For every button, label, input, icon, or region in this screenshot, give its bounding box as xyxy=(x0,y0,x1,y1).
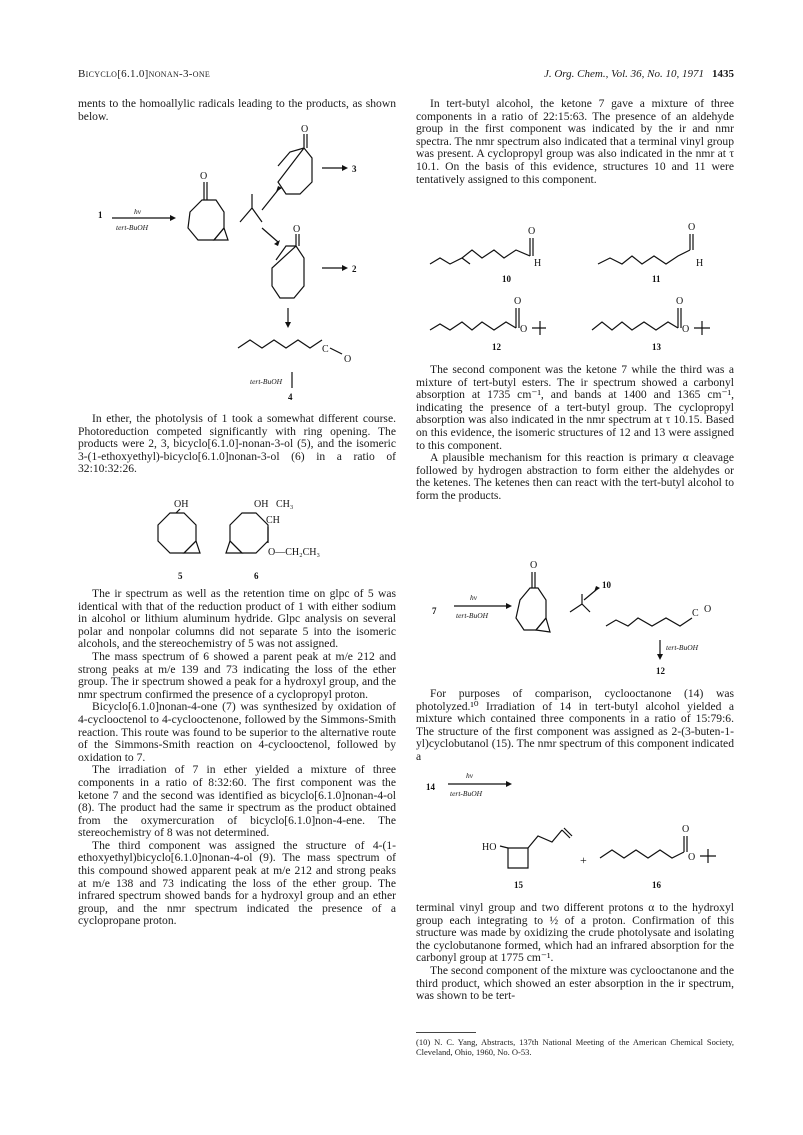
scheme-2-alcohols xyxy=(130,497,350,589)
right-paras-2-3: The second component was the ketone 7 while the third was a mixture of tert-butyl esters. The ir spectrum showed a carbonyl absorption at 1735 cm⁻¹, and bands at 1400 and 1365 cm⁻¹, indicating the presence of a tert-butyl group. The cyclopropyl absorption was also indicated in the nmr spectrum at τ 10.15. Based on this evidence, the isomeric structures of 12 and 13 were assigned to this component. A plausible mechanism for this reaction is primary α cleavage followed by hydrogen abstraction to form either the aldehydes or the ketenes. The ketenes then can react with the tert-butyl alcohol to form the products. xyxy=(416,363,734,502)
compound-1-label: 1 xyxy=(98,210,103,220)
svg-text:tert-BuOH: tert-BuOH xyxy=(250,377,283,386)
svg-text:O: O xyxy=(704,604,712,615)
compound-3-label: 3 xyxy=(352,164,357,174)
oh-label-5: OH xyxy=(174,499,189,510)
svg-text:tert-BuOH: tert-BuOH xyxy=(450,789,483,798)
compound-7-label: 7 xyxy=(432,606,437,616)
svg-text:C: C xyxy=(322,344,329,355)
plus-sign: + xyxy=(580,853,587,867)
compound-15-label: 15 xyxy=(514,880,523,890)
scheme-5-cyclooctanone xyxy=(420,760,734,900)
compound-10-ref: 10 xyxy=(602,580,611,590)
compound-13-label: 13 xyxy=(652,342,661,352)
svg-text:H: H xyxy=(696,258,704,269)
compound-16-label: 16 xyxy=(652,880,661,890)
svg-text:O: O xyxy=(520,324,528,335)
svg-text:O: O xyxy=(688,852,696,863)
svg-text:O: O xyxy=(528,226,536,237)
scheme-3-esters xyxy=(420,222,734,352)
svg-text:C: C xyxy=(692,608,699,619)
svg-text:OH: OH xyxy=(254,499,269,510)
compound-14-label: 14 xyxy=(426,782,435,792)
compound-5-label: 5 xyxy=(178,571,183,581)
right-paras-5-6: terminal vinyl group and two different protons α to the hydroxyl group each integrating to ½ of a proton. Confirmation of this structure was made by oxidizing the crude photolysate and isolating the cyclobutanone formed, which had an infrared absorption for the carbonyl group at 1775 cm⁻¹. The second component of the mixture was cyclooctanone and the third product, which showed an ester absorption in the ir spectrum, was shown to be tert- xyxy=(416,901,734,1003)
svg-text:HO: HO xyxy=(482,842,497,853)
svg-text:hν: hν xyxy=(466,771,474,780)
svg-text:hν: hν xyxy=(470,593,478,602)
svg-text:O: O xyxy=(344,354,352,365)
svg-text:CH: CH xyxy=(266,515,280,526)
svg-text:O: O xyxy=(682,324,690,335)
compound-12-ref: 12 xyxy=(656,666,665,676)
svg-text:O: O xyxy=(514,296,522,307)
page-number: 1435 xyxy=(712,68,734,80)
left-para-1: ments to the homoallylic radicals leading to the products, as shown below. xyxy=(78,97,396,123)
compound-12-label: 12 xyxy=(492,342,501,352)
compound-2-label: 2 xyxy=(352,264,357,274)
scheme-1-photolysis xyxy=(90,124,400,402)
solvent-label: tert-BuOH xyxy=(116,223,149,232)
compound-11-label: 11 xyxy=(652,274,661,284)
ketone-oxygen: O xyxy=(200,171,208,182)
left-para-2: In ether, the photolysis of 1 took a somewhat different course. Photoreduction competed significantly with ring opening. The products were 2, 3, bicyclo[6.1.0]-nonan-3-ol (5), and the isomeric 3-(1-ethoxyethyl)-bicyclo[6.1.0]nonan-3-ol (6) in a ratio of 32:10:32:26. xyxy=(78,412,396,476)
svg-text:tert-BuOH: tert-BuOH xyxy=(666,643,699,652)
left-paras-3-7: The ir spectrum as well as the retention time on glpc of 5 was identical with that of the reduction product of 1 with either sodium in alcohol or lithium aluminum hydride. Glpc analysis on several polar and nonpolar columns did not separate 5 into the isomeric alcohols, and the stereochemistry of 5 was not assigned. The mass spectrum of 6 showed a parent peak at m/e 212 and strong peaks at m/e 139 and 73 indicating the loss of the ether group. The ir spectrum showed a peak for a hydroxyl group, and the nmr spectrum confirmed the presence of a cyclopropyl proton. Bicyclo[6.1.0]nonan-4-one (7) was synthesized by oxidation of 4-cyclooctenol to 4-cyclooctenone, followed by the Simmons-Smith reaction. This route was found to be superior to the alternative route of the Simmons-Smith reaction on 4-cyclooctenol, followed by oxidation to 7. The irradiation of 7 in ether yielded a mixture of three components in a ratio of 8:32:60. The first component was the ketone 7 and the second was identified as bicyclo[6.1.0]nonan-4-ol (8). The product had the same ir spectrum as the product obtained from the oxymercuration of bicyclo[6.1.0]non-4-ene. The stereochemistry of 8 was not determined. The third component was assigned the structure of 4-(1-ethoxyethyl)bicyclo[6.1.0]nonan-4-ol (9). The mass spectrum of this compound showed apparent peak at m/e 212 and strong peaks at m/e 138 and 73 indicating the loss of the ether group. The infrared spectrum showed bands for a hydroxyl group and an ether group, and the nmr spectrum indicated the presence of a cyclopropane proton. xyxy=(78,587,396,928)
svg-text:H: H xyxy=(534,258,542,269)
hv-label: hν xyxy=(134,207,142,216)
svg-text:O—CH₂CH₃: O—CH₂CH₃ xyxy=(268,547,320,558)
svg-text:tert-BuOH: tert-BuOH xyxy=(456,611,489,620)
scheme-4-mechanism xyxy=(420,560,734,680)
svg-text:O: O xyxy=(530,560,538,571)
compound-4-label: 4 xyxy=(288,392,293,402)
svg-text:O: O xyxy=(301,124,309,135)
compound-10-label: 10 xyxy=(502,274,511,284)
compound-6-label: 6 xyxy=(254,571,259,581)
svg-text:O: O xyxy=(676,296,684,307)
footnote-10: (10) N. C. Yang, Abstracts, 137th National Meeting of the American Chemical Society, Cleveland, Ohio, 1960, No. O-53. xyxy=(416,1032,734,1057)
journal-citation: J. Org. Chem., Vol. 36, No. 10, 1971 1435 xyxy=(543,68,734,80)
svg-text:CH₃: CH₃ xyxy=(276,499,294,510)
running-title: Bicyclo[6.1.0]nonan-3-one xyxy=(78,68,211,80)
right-para-1: In tert-butyl alcohol, the ketone 7 gave a mixture of three components in a ratio of 22:15:63. The presence of an aldehyde group in the first component was indicated by the ir and nmr spectra. The nmr spectrum also indicated that a terminal vinyl group was present. A cyclopropyl group was also indicated in the nmr at τ 10.1. On the basis of this evidence, structures 10 and 11 were tentatively assigned to this component. xyxy=(416,97,734,186)
svg-text:O: O xyxy=(682,824,690,835)
running-header xyxy=(78,68,734,84)
right-para-4: For purposes of comparison, cyclooctanone (14) was photolyzed.¹⁰ Irradiation of 14 in tert-butyl alcohol yielded a mixture which contained three components in a ratio of 15:79:6. The structure of the first component was assigned as 2-(3-buten-1-yl)cyclobutanol (15). The nmr spectrum of this component indicated a xyxy=(416,687,734,763)
svg-text:O: O xyxy=(688,222,696,233)
svg-text:O: O xyxy=(293,224,301,235)
